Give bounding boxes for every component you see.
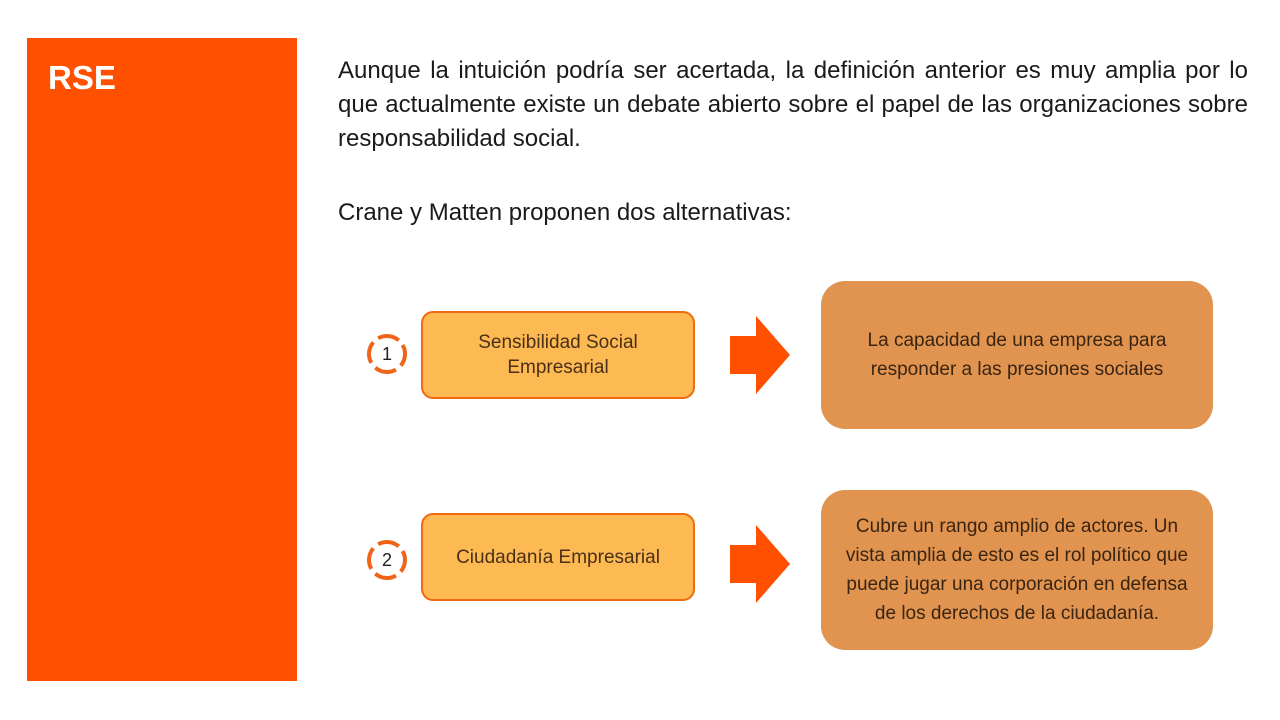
arrow-right-icon	[730, 316, 790, 394]
definition-box-1: La capacidad de una empresa para responder a las presiones sociales	[821, 281, 1213, 429]
number-badge-1	[366, 333, 408, 375]
intro-paragraph: Aunque la intuición podría ser acertada, la definición anterior es muy amplia por lo que actualmente existe un debate abierto sobre el papel de las organizaciones sobre responsabilidad social.	[338, 57, 1248, 152]
term-box-1: Sensibilidad Social Empresarial	[421, 311, 695, 399]
definition-box-2: Cubre un rango amplio de actores. Un vista amplia de esto es el rol político que puede jugar una corporación en defensa de los derechos de la ciudadanía.	[821, 490, 1213, 650]
number-label: 1	[381, 344, 392, 364]
side-panel	[27, 38, 297, 681]
term-box-2: Ciudadanía Empresarial	[421, 513, 695, 601]
number-label: 2	[381, 550, 392, 570]
arrow-right-icon	[730, 525, 790, 603]
section-title: RSE	[48, 59, 116, 96]
alternatives-heading: Crane y Matten proponen dos alternativas:	[338, 199, 792, 226]
number-badge-2	[366, 539, 408, 581]
